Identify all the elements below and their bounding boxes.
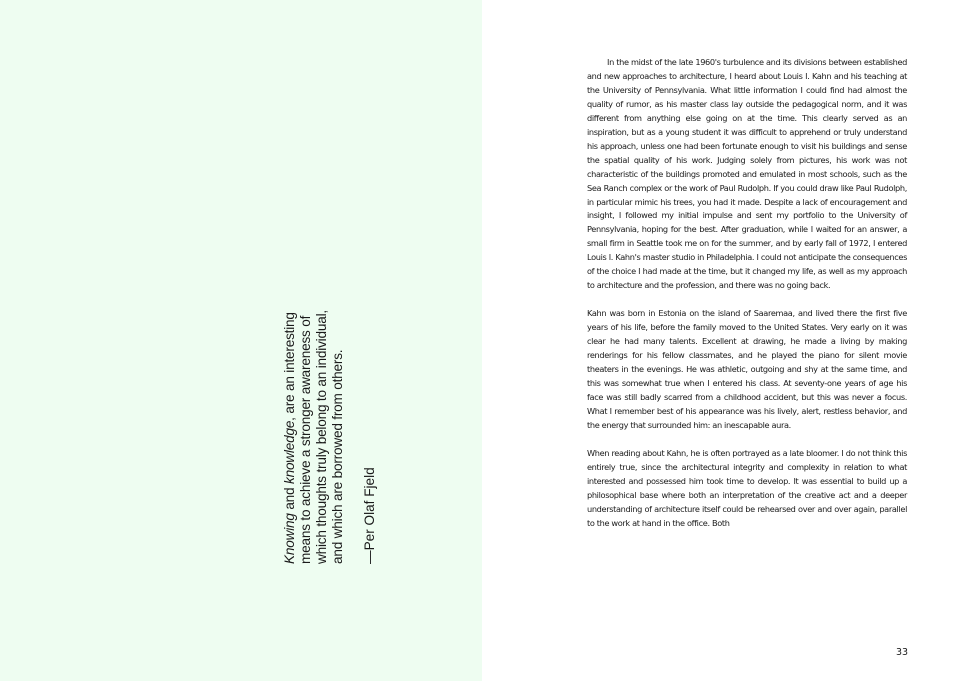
body-paragraph-3: When reading about Kahn, he is often portrayed as a late bloomer. I do not think this entirely true, since the architectural integrity and complexity in relation to what interested and possessed him took time to develop. It was essential to build up a philosophical base where both an interpretation of the creative act and a deeper understanding of architecture itself could be rehearsed over and over again, parallel to the work at hand in the office. Both <box>587 447 907 528</box>
pull-quote <box>282 274 378 564</box>
body-paragraph-1: In the midst of the late 1960's turbulence and its divisions between established and new approaches to architecture, I heard about Louis I. Kahn and his teaching at the University of Pennsylvania. What little information I could find had almost the quality of rumor, as his master class lay outside the pedagogical norm, and it was different from anything else going on at the time. This clearly served as an inspiration, but as a young student it was difficult to apprehend or truly understand his approach, unless one had been fortunate enough to visit his buildings and sense the spatial quality of his work. Judging solely from pictures, his work was not characteristic of the buildings promoted and emulated in most schools, such as the Sea Ranch complex or the work of Paul Rudolph. If you could draw like Paul Rudolph, in particular mimic his trees, you had it made. Despite a lack of encouragement and insight, I followed my initial impulse and sent my portfolio to the University of Pennsylvania, hoping for the best. After graduation, while I waited for an answer, a small firm in Seattle took me on for the summer, and by early fall of 1972, I entered Louis I. Kahn's master studio in Philadelphia. I could not anticipate the consequences of the choice I had made at the time, but it changed my life, as well as my approach to architecture and the profession, and there was no going back. <box>587 57 907 291</box>
quote-line-3: which thoughts truly belong to an individual, <box>314 310 329 564</box>
quote-line-1 <box>282 274 298 564</box>
quote-line-1-mid: and <box>282 484 297 514</box>
quote-line-1-end: , are an interesting <box>282 312 297 421</box>
quote-emphasis-knowing: Knowing <box>282 513 297 564</box>
quote-line-4: and which are borrowed from others. <box>330 349 345 564</box>
quote-author: —Per Olaf Fjeld <box>362 467 377 564</box>
quote-emphasis-knowledge: knowledge <box>282 420 297 485</box>
quote-text <box>282 274 346 564</box>
page-number: 33 <box>896 647 909 658</box>
quote-line-2: means to achieve a stronger awareness of <box>298 315 313 564</box>
body-text <box>587 56 907 545</box>
body-paragraph-2: Kahn was born in Estonia on the island of Saaremaa, and lived there the first five years of his life, before the family moved to the United States. Very early on it was clear he had many talents. Excellent at drawing, he made a living by making renderings for his fellow classmates, and he played the piano for silent movie theaters in the evenings. He was athletic, outgoing and shy at the same time, and this was somewhat true when I entered his class. At seventy-one years of age his face was still badly scarred from a childhood accident, but this was never a focus. What I remember best of his appearance was his lively, alert, restless behavior, and the energy that surrounded him: an inescapable aura. <box>587 308 907 430</box>
